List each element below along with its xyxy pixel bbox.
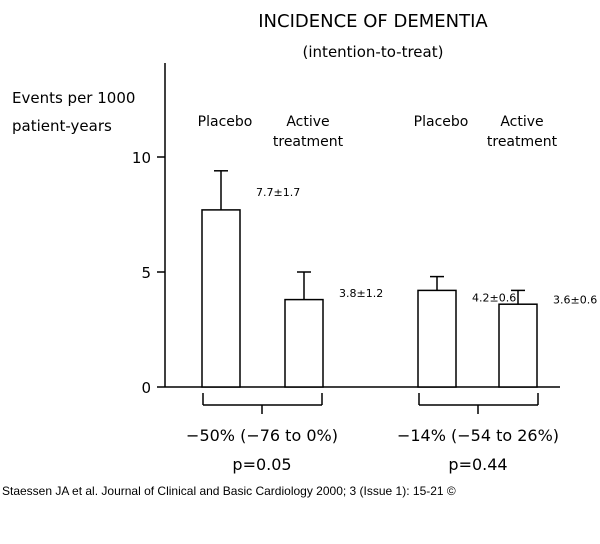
bar: [499, 304, 537, 387]
category-label: Active: [500, 114, 544, 130]
data-label: 3.6±0.6: [553, 293, 598, 307]
category-label: Placebo: [197, 114, 253, 130]
p-value-label: p=0.44: [448, 455, 508, 474]
y-tick-label: 5: [141, 264, 151, 282]
y-axis-label-line2: patient-years: [12, 117, 112, 135]
chart-subtitle: (intention-to-treat): [302, 43, 444, 61]
data-label: 4.2±0.6: [472, 291, 517, 305]
effect-label: −14% (−54 to 26%): [396, 426, 560, 445]
bar: [418, 290, 456, 387]
data-label: 7.7±1.7: [256, 185, 301, 199]
data-label: 3.8±1.2: [339, 287, 384, 300]
y-tick-label: 10: [131, 149, 151, 167]
category-label: treatment: [272, 134, 344, 150]
p-value-label: p=0.05: [232, 455, 292, 474]
chart-title: INCIDENCE OF DEMENTIA: [258, 11, 488, 32]
bar: [285, 300, 323, 387]
category-label: Placebo: [413, 114, 469, 130]
category-label: treatment: [486, 134, 558, 150]
citation-caption: Staessen JA et al. Journal of Clinical and Basic Cardiology 2000; 3 (Issue 1): 15-21 ©: [2, 484, 456, 498]
y-tick-label: 0: [141, 379, 151, 397]
effect-label: −50% (−76 to 0%): [186, 426, 338, 445]
bar: [202, 210, 240, 387]
category-label: Active: [286, 114, 330, 130]
y-axis-label-line1: Events per 1000: [12, 89, 136, 107]
